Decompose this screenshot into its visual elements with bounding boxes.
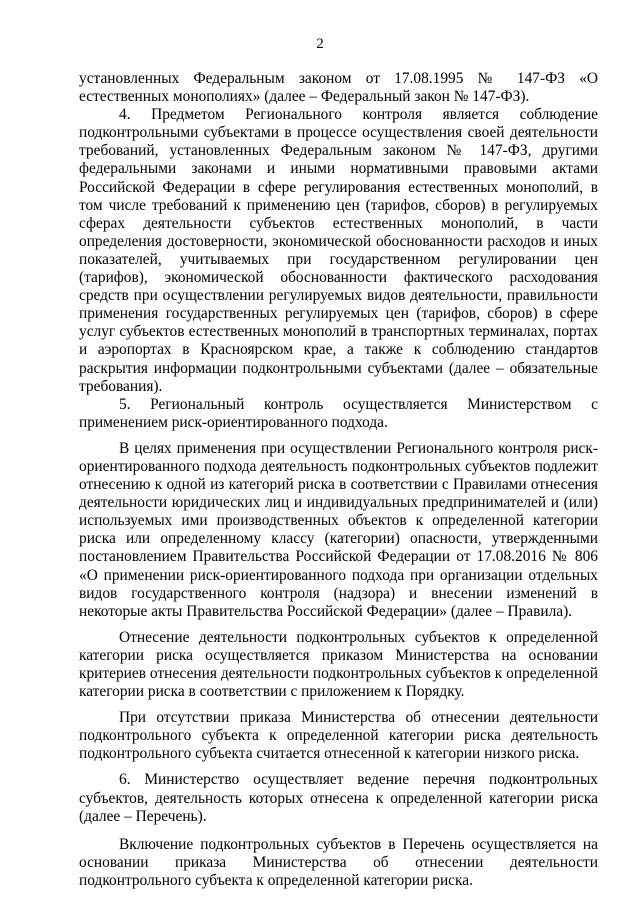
paragraph-low-risk-default: При отсутствии приказа Министерства об отнесении деятельности подконтрольного субъекта к определенной категории риска деятельность подконтрольного субъекта считается отнесенной к категории низкого риска. [79,709,598,763]
paragraph-risk-categories: В целях применения при осуществлении Регионального контроля риск-ориентированного подхода деятельность подконтрольных субъектов подлежит отнесению к одной из категорий риска в соответствии с Правилами отнесения деятельности юридических лиц и индивидуальных предпринимателей и (или) используемых ими производственных объектов к определенной категории риска или определенному классу (категории) опасности, утвержденными постановлением Правительства Российской Федерации от 17.08.2016 № 806 «О применении риск-ориентированного подхода при организации отдельных видов государственного контроля (надзора) и внесении изменений в некоторые акты Правительства Российской Федерации» (далее – Правила). [79,439,598,620]
paragraph-federal-law-continuation: установленных Федеральным законом от 17.08.1995 № 147-ФЗ «О естественных монополиях» (далее – Федеральный закон № 147-ФЗ). [79,70,598,106]
paragraph-item-4-subject-of-control: 4. Предметом Регионального контроля является соблюдение подконтрольными субъектами в процессе осуществления своей деятельности требований, установленных Федеральным законом № 147-ФЗ, другими федеральными законами и иными нормативными правовыми актами Российской Федерации в сфере регулирования естественных монополий, в том числе требований к применению цен (тарифов, сборов) в регулируемых сферах деятельности субъектов естественных монополий, в части определения достоверности, экономической обоснованности расходов и иных показателей, учитываемых при государственном регулировании цен (тарифов), экономической обоснованности фактического расходования средств при осуществлении регулируемых видов деятельности, правильности применения государственных регулируемых цен (тарифов, сборов) в сфере услуг субъектов естественных монополий в транспортных терминалах, портах и аэропортах в Красноярском крае, а также к соблюдению стандартов раскрытия информации подконтрольными субъектами (далее – обязательные требования). [79,106,598,395]
paragraph-risk-order: Отнесение деятельности подконтрольных субъектов к определенной категории риска осуществляется приказом Министерства на основании критериев отнесения деятельности подконтрольных субъектов к определенной категории риска в соответствии с приложением к Порядку. [79,628,598,701]
paragraph-item-5-risk-approach: 5. Региональный контроль осуществляется Министерством с применением риск-ориентированного подхода. [79,395,598,431]
paragraph-item-6-list: 6. Министерство осуществляет ведение перечня подконтрольных субъектов, деятельность которых отнесена к определенной категории риска (далее – Перечень). [79,771,598,825]
paragraph-list-inclusion: Включение подконтрольных субъектов в Перечень осуществляется на основании приказа Министерства об отнесении деятельности подконтрольного субъекта к определенной категории риска. [79,835,598,889]
document-body [79,70,598,890]
page-number: 2 [316,36,324,52]
